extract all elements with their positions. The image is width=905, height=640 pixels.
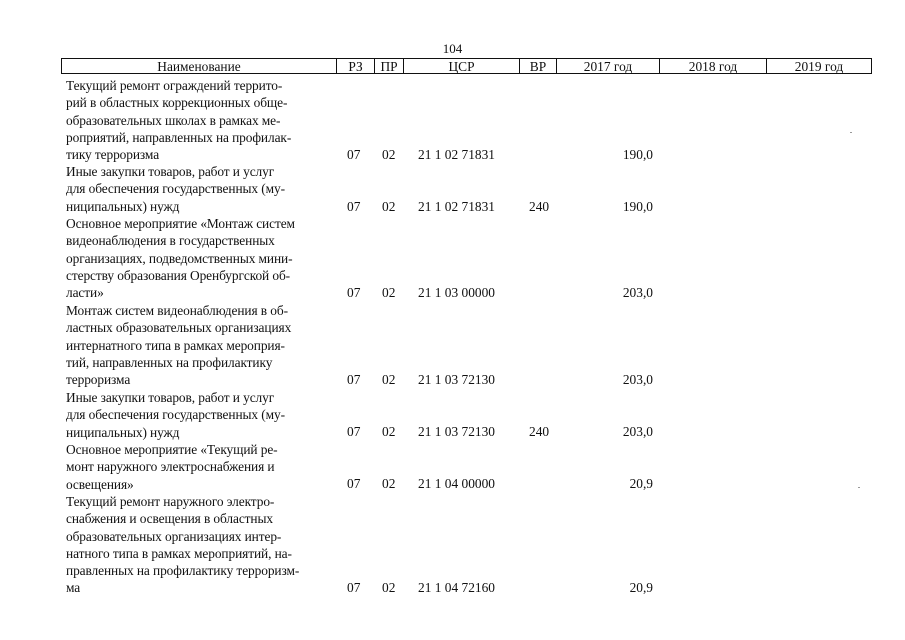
- row-pr: 02: [382, 424, 396, 439]
- row-name: Текущий ремонт ограждений террито- рий в областных коррекционных обще- образовательных школах в рамках ме- роприятий, направленных на профилак- тику терроризма: [66, 78, 292, 163]
- scan-speck: [850, 132, 852, 133]
- row-csr: 21 1 03 00000: [418, 285, 495, 300]
- row-rz: 07: [347, 424, 361, 439]
- header-name: Наименование: [157, 59, 241, 74]
- page-number: 104: [442, 41, 463, 56]
- row-csr: 21 1 03 72130: [418, 372, 495, 387]
- row-2017: 190,0: [622, 199, 653, 214]
- row-pr: 02: [382, 147, 396, 162]
- row-vr: 240: [529, 199, 550, 214]
- row-rz: 07: [347, 372, 361, 387]
- row-pr: 02: [382, 476, 396, 491]
- row-rz: 07: [347, 199, 361, 214]
- header-vr: ВР: [519, 59, 556, 73]
- row-csr: 21 1 02 71831: [418, 199, 495, 214]
- header-2018: 2018 год: [659, 59, 766, 73]
- row-name: Основное мероприятие «Монтаж систем видеонаблюдения в государственных организациях, подведомственных мини- стерству образования Оренбургской об- ласти»: [66, 216, 295, 301]
- header-2019: 2019 год: [766, 59, 871, 73]
- header-pr: ПР: [374, 59, 403, 73]
- header-2017: 2017 год: [556, 59, 659, 73]
- row-name: Текущий ремонт наружного электро- снабжения и освещения в областных образовательных организациях интер- натного типа в рамках мероприятий, на- правленных на профилактику терроризм- ма: [66, 494, 300, 596]
- row-csr: 21 1 03 72130: [418, 424, 495, 439]
- row-rz: 07: [347, 580, 361, 595]
- row-2017: 203,0: [622, 372, 653, 387]
- row-pr: 02: [382, 580, 396, 595]
- row-name: Иные закупки товаров, работ и услуг для обеспечения государственных (му- ниципальных) нужд: [66, 164, 285, 214]
- header-csr: ЦСР: [403, 59, 519, 73]
- row-2017: 20,9: [629, 476, 653, 491]
- row-csr: 21 1 04 00000: [418, 476, 495, 491]
- row-pr: 02: [382, 199, 396, 214]
- row-2017: 203,0: [622, 285, 653, 300]
- row-2017: 203,0: [622, 424, 653, 439]
- row-csr: 21 1 02 71831: [418, 147, 495, 162]
- row-pr: 02: [382, 285, 396, 300]
- row-name: Основное мероприятие «Текущий ре- монт наружного электроснабжения и освещения»: [66, 442, 278, 492]
- row-rz: 07: [347, 147, 361, 162]
- row-pr: 02: [382, 372, 396, 387]
- row-name: Иные закупки товаров, работ и услуг для обеспечения государственных (му- ниципальных) нужд: [66, 390, 285, 440]
- row-rz: 07: [347, 476, 361, 491]
- row-rz: 07: [347, 285, 361, 300]
- table-header: [61, 58, 872, 74]
- header-rz: РЗ: [336, 59, 374, 73]
- scan-speck: [858, 487, 860, 488]
- row-2017: 190,0: [622, 147, 653, 162]
- row-csr: 21 1 04 72160: [418, 580, 495, 595]
- row-vr: 240: [529, 424, 550, 439]
- row-name: Монтаж систем видеонаблюдения в об- ластных образовательных организациях интернатного типа в рамках мероприя- тий, направленных на профилактику терроризма: [66, 303, 292, 388]
- row-2017: 20,9: [629, 580, 653, 595]
